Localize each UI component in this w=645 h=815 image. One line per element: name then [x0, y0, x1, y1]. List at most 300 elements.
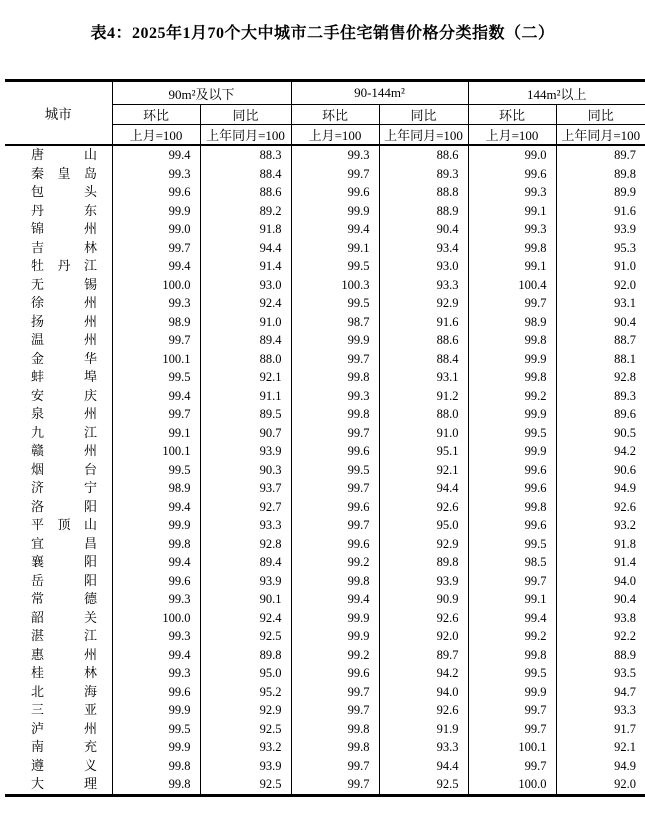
city-name: 秦 皇 岛	[31, 165, 97, 181]
index-value: 88.0	[200, 350, 291, 369]
group-header-over-144: 144m²以上	[468, 81, 645, 105]
city-name: 大 理	[31, 776, 97, 791]
index-value: 99.0	[468, 145, 556, 165]
index-value: 88.4	[200, 165, 291, 184]
city-name: 赣 州	[31, 443, 97, 458]
index-value: 99.6	[291, 442, 379, 461]
index-value: 99.7	[291, 757, 379, 776]
index-value: 91.8	[556, 535, 645, 554]
index-value: 95.0	[379, 516, 468, 535]
index-value: 100.3	[291, 276, 379, 295]
city-name: 襄 阳	[31, 554, 97, 569]
index-value: 98.5	[468, 553, 556, 572]
index-value: 93.3	[200, 516, 291, 535]
index-value: 89.8	[200, 646, 291, 665]
index-value: 92.7	[200, 498, 291, 517]
index-value: 99.8	[291, 720, 379, 739]
table-row	[5, 257, 645, 276]
table-row	[5, 664, 645, 683]
index-value: 99.2	[468, 387, 556, 406]
index-value: 99.9	[112, 202, 200, 221]
city-name: 安 庆	[31, 387, 97, 403]
table-row	[5, 461, 645, 480]
index-value: 100.4	[468, 276, 556, 295]
index-value: 92.5	[200, 627, 291, 646]
yoy-base-header: 上年同月=100	[200, 125, 291, 146]
index-value: 100.0	[112, 276, 200, 295]
index-value: 99.4	[112, 498, 200, 517]
mom-base-header: 上月=100	[112, 125, 200, 146]
index-value: 99.7	[468, 720, 556, 739]
index-value: 91.9	[379, 720, 468, 739]
yoy-header: 同比	[379, 105, 468, 125]
index-value: 99.4	[112, 553, 200, 572]
index-value: 88.7	[556, 331, 645, 350]
table-row	[5, 165, 645, 184]
index-value: 93.0	[379, 257, 468, 276]
table-row	[5, 145, 645, 165]
index-value: 90.3	[200, 461, 291, 480]
index-value: 89.4	[200, 331, 291, 350]
index-value: 99.5	[291, 257, 379, 276]
index-value: 93.0	[200, 276, 291, 295]
index-value: 99.2	[291, 646, 379, 665]
index-value: 100.1	[468, 738, 556, 757]
index-value: 99.8	[112, 535, 200, 554]
index-value: 89.8	[379, 553, 468, 572]
index-value: 89.2	[200, 202, 291, 221]
index-value: 88.8	[379, 183, 468, 202]
header-row-groups	[5, 81, 645, 105]
index-value: 90.9	[379, 590, 468, 609]
index-value: 88.1	[556, 350, 645, 369]
index-value: 100.0	[468, 775, 556, 795]
index-value: 92.5	[200, 775, 291, 795]
index-value: 98.9	[112, 479, 200, 498]
index-value: 99.6	[291, 664, 379, 683]
index-value: 93.3	[556, 701, 645, 720]
index-value: 88.6	[200, 183, 291, 202]
index-value: 99.7	[468, 701, 556, 720]
index-value: 99.5	[468, 535, 556, 554]
index-value: 93.9	[556, 220, 645, 239]
city-name: 南 充	[31, 739, 97, 754]
index-value: 93.2	[200, 738, 291, 757]
index-value: 99.5	[112, 720, 200, 739]
index-value: 90.4	[379, 220, 468, 239]
mom-header: 环比	[112, 105, 200, 125]
city-name: 徐 州	[31, 295, 97, 310]
index-value: 99.7	[291, 516, 379, 535]
price-index-table	[5, 79, 645, 797]
index-value: 89.3	[379, 165, 468, 184]
index-value: 98.9	[112, 313, 200, 332]
city-name: 宜 昌	[31, 535, 97, 551]
city-name: 蚌 埠	[31, 369, 97, 384]
index-value: 99.6	[468, 165, 556, 184]
table-row	[5, 775, 645, 795]
table-row	[5, 183, 645, 202]
city-name: 湛 江	[31, 628, 97, 643]
city-name: 岳 阳	[31, 572, 97, 588]
city-name: 锦 州	[31, 221, 97, 236]
index-value: 99.1	[112, 424, 200, 443]
city-name: 韶 关	[31, 609, 97, 625]
city-name: 包 头	[31, 184, 97, 199]
index-value: 99.9	[468, 442, 556, 461]
index-value: 99.3	[112, 664, 200, 683]
table-row	[5, 701, 645, 720]
index-value: 99.9	[112, 516, 200, 535]
index-value: 95.2	[200, 683, 291, 702]
index-value: 92.1	[379, 461, 468, 480]
mom-base-header: 上月=100	[468, 125, 556, 146]
index-value: 99.8	[291, 368, 379, 387]
table-row	[5, 757, 645, 776]
index-value: 94.2	[379, 664, 468, 683]
index-value: 94.7	[556, 683, 645, 702]
index-value: 91.0	[379, 424, 468, 443]
index-value: 99.8	[468, 368, 556, 387]
city-name: 常 德	[31, 591, 97, 606]
yoy-base-header: 上年同月=100	[379, 125, 468, 146]
index-value: 92.4	[200, 609, 291, 628]
index-value: 99.4	[468, 609, 556, 628]
index-value: 93.1	[556, 294, 645, 313]
index-value: 99.7	[468, 757, 556, 776]
index-value: 90.7	[200, 424, 291, 443]
index-value: 99.9	[468, 405, 556, 424]
index-value: 99.6	[112, 183, 200, 202]
index-value: 95.0	[200, 664, 291, 683]
index-value: 89.7	[556, 145, 645, 165]
index-value: 91.1	[200, 387, 291, 406]
index-value: 88.3	[200, 145, 291, 165]
table-row	[5, 738, 645, 757]
city-name: 牡 丹 江	[31, 258, 97, 273]
index-value: 99.4	[112, 387, 200, 406]
index-value: 99.9	[291, 609, 379, 628]
index-value: 99.8	[468, 646, 556, 665]
table-row	[5, 405, 645, 424]
index-value: 95.3	[556, 239, 645, 258]
table-row	[5, 350, 645, 369]
index-value: 99.3	[112, 294, 200, 313]
index-value: 99.4	[291, 220, 379, 239]
index-value: 94.9	[556, 757, 645, 776]
index-value: 99.4	[112, 145, 200, 165]
index-value: 93.3	[379, 738, 468, 757]
index-value: 90.4	[556, 313, 645, 332]
city-name: 三 亚	[31, 702, 97, 717]
index-value: 93.3	[379, 276, 468, 295]
index-value: 99.7	[112, 239, 200, 258]
index-value: 99.8	[291, 738, 379, 757]
index-value: 99.3	[468, 220, 556, 239]
city-name: 丹 东	[31, 202, 97, 218]
index-value: 99.6	[468, 516, 556, 535]
index-value: 99.8	[291, 405, 379, 424]
index-value: 99.5	[291, 461, 379, 480]
page-title: 表4：2025年1月70个大中城市二手住宅销售价格分类指数（二）	[90, 25, 555, 42]
index-value: 99.9	[112, 738, 200, 757]
city-name: 无 锡	[31, 276, 97, 292]
index-value: 89.4	[200, 553, 291, 572]
table-row	[5, 368, 645, 387]
index-value: 90.1	[200, 590, 291, 609]
index-value: 99.6	[468, 479, 556, 498]
index-value: 99.7	[291, 424, 379, 443]
index-value: 91.6	[379, 313, 468, 332]
index-value: 99.7	[112, 405, 200, 424]
index-value: 99.2	[468, 627, 556, 646]
table-row	[5, 479, 645, 498]
city-name: 温 州	[31, 332, 97, 347]
index-value: 92.0	[556, 775, 645, 795]
city-column-header: 城市	[5, 81, 112, 146]
index-value: 99.3	[291, 145, 379, 165]
index-value: 99.3	[468, 183, 556, 202]
index-value: 99.9	[468, 350, 556, 369]
index-value: 99.7	[291, 350, 379, 369]
index-value: 88.0	[379, 405, 468, 424]
index-value: 94.4	[379, 757, 468, 776]
index-value: 94.2	[556, 442, 645, 461]
index-value: 93.8	[556, 609, 645, 628]
index-value: 91.6	[556, 202, 645, 221]
index-value: 89.6	[556, 405, 645, 424]
index-value: 99.8	[468, 331, 556, 350]
index-value: 91.4	[200, 257, 291, 276]
index-value: 93.1	[379, 368, 468, 387]
index-value: 99.9	[291, 202, 379, 221]
table-body	[5, 145, 645, 795]
index-value: 99.5	[112, 368, 200, 387]
city-name: 遵 义	[31, 757, 97, 773]
index-value: 99.8	[112, 775, 200, 795]
index-value: 99.7	[291, 775, 379, 795]
index-value: 94.0	[379, 683, 468, 702]
index-value: 92.4	[200, 294, 291, 313]
city-name: 平 顶 山	[31, 517, 97, 532]
index-value: 89.9	[556, 183, 645, 202]
index-value: 93.9	[379, 572, 468, 591]
index-value: 93.4	[379, 239, 468, 258]
index-value: 88.9	[556, 646, 645, 665]
index-value: 93.9	[200, 572, 291, 591]
index-value: 100.1	[112, 350, 200, 369]
index-value: 99.6	[468, 461, 556, 480]
table-row	[5, 498, 645, 517]
index-value: 99.2	[291, 553, 379, 572]
index-value: 99.9	[291, 627, 379, 646]
index-value: 99.7	[291, 165, 379, 184]
index-value: 99.7	[291, 479, 379, 498]
index-value: 88.6	[379, 331, 468, 350]
index-value: 99.9	[291, 331, 379, 350]
city-name: 惠 州	[31, 646, 97, 662]
yoy-base-header: 上年同月=100	[556, 125, 645, 146]
index-value: 99.7	[468, 294, 556, 313]
table-row	[5, 442, 645, 461]
index-value: 99.0	[112, 220, 200, 239]
index-value: 93.7	[200, 479, 291, 498]
table-row	[5, 646, 645, 665]
group-header-under-90: 90m²及以下	[112, 81, 291, 105]
index-value: 92.8	[556, 368, 645, 387]
index-value: 92.9	[200, 701, 291, 720]
index-value: 88.6	[379, 145, 468, 165]
table-row	[5, 424, 645, 443]
yoy-header: 同比	[556, 105, 645, 125]
index-value: 99.5	[112, 461, 200, 480]
city-name: 北 海	[31, 683, 97, 699]
index-value: 92.9	[379, 535, 468, 554]
index-value: 92.9	[379, 294, 468, 313]
table-row	[5, 590, 645, 609]
index-value: 98.9	[468, 313, 556, 332]
index-value: 93.9	[200, 442, 291, 461]
index-value: 92.6	[379, 498, 468, 517]
index-value: 99.4	[112, 646, 200, 665]
index-value: 94.0	[556, 572, 645, 591]
city-name: 济 宁	[31, 480, 97, 495]
city-name: 吉 林	[31, 239, 97, 255]
city-name: 烟 台	[31, 461, 97, 477]
table-row	[5, 572, 645, 591]
mom-header: 环比	[468, 105, 556, 125]
index-value: 92.5	[200, 720, 291, 739]
index-value: 91.8	[200, 220, 291, 239]
index-value: 99.6	[112, 572, 200, 591]
index-value: 92.6	[556, 498, 645, 517]
index-value: 91.0	[200, 313, 291, 332]
index-value: 89.3	[556, 387, 645, 406]
city-name: 唐 山	[31, 147, 97, 162]
city-name: 洛 阳	[31, 498, 97, 514]
index-value: 99.7	[291, 701, 379, 720]
index-value: 99.4	[112, 257, 200, 276]
index-value: 99.8	[468, 498, 556, 517]
index-value: 99.7	[112, 331, 200, 350]
table-row	[5, 294, 645, 313]
table-row	[5, 220, 645, 239]
index-value: 98.7	[291, 313, 379, 332]
index-value: 99.6	[291, 498, 379, 517]
table-row	[5, 313, 645, 332]
table-row	[5, 609, 645, 628]
index-value: 99.6	[291, 535, 379, 554]
index-value: 91.0	[556, 257, 645, 276]
index-value: 99.8	[468, 239, 556, 258]
city-name: 扬 州	[31, 313, 97, 329]
index-value: 99.6	[112, 683, 200, 702]
index-value: 92.1	[200, 368, 291, 387]
index-value: 99.3	[112, 165, 200, 184]
table-row	[5, 683, 645, 702]
index-value: 93.5	[556, 664, 645, 683]
index-value: 100.1	[112, 442, 200, 461]
index-value: 92.0	[556, 276, 645, 295]
city-name: 泉 州	[31, 406, 97, 421]
index-value: 92.6	[379, 609, 468, 628]
index-value: 92.8	[200, 535, 291, 554]
mom-header: 环比	[291, 105, 379, 125]
index-value: 99.8	[112, 757, 200, 776]
index-value: 100.0	[112, 609, 200, 628]
index-value: 99.8	[291, 572, 379, 591]
index-value: 93.9	[200, 757, 291, 776]
index-value: 94.4	[379, 479, 468, 498]
index-value: 91.4	[556, 553, 645, 572]
index-value: 88.9	[379, 202, 468, 221]
index-value: 99.1	[291, 239, 379, 258]
table-row	[5, 553, 645, 572]
table-row	[5, 720, 645, 739]
index-value: 99.3	[291, 387, 379, 406]
table-row	[5, 535, 645, 554]
index-value: 99.5	[291, 294, 379, 313]
city-name: 桂 林	[31, 665, 97, 680]
index-value: 99.9	[112, 701, 200, 720]
index-value: 92.1	[556, 738, 645, 757]
index-value: 90.4	[556, 590, 645, 609]
index-value: 99.3	[112, 590, 200, 609]
index-value: 94.4	[200, 239, 291, 258]
index-value: 90.5	[556, 424, 645, 443]
index-value: 92.5	[379, 775, 468, 795]
index-value: 92.2	[556, 627, 645, 646]
index-value: 92.6	[379, 701, 468, 720]
index-value: 99.1	[468, 590, 556, 609]
index-value: 89.8	[556, 165, 645, 184]
yoy-header: 同比	[200, 105, 291, 125]
city-name: 九 江	[31, 424, 97, 440]
index-value: 89.7	[379, 646, 468, 665]
mom-base-header: 上月=100	[291, 125, 379, 146]
index-value: 88.4	[379, 350, 468, 369]
index-value: 91.7	[556, 720, 645, 739]
index-value: 91.2	[379, 387, 468, 406]
index-value: 99.9	[468, 683, 556, 702]
index-value: 99.6	[291, 183, 379, 202]
index-value: 99.1	[468, 202, 556, 221]
table-row	[5, 331, 645, 350]
table-row	[5, 202, 645, 221]
city-name: 泸 州	[31, 720, 97, 736]
index-value: 99.3	[112, 627, 200, 646]
table-row	[5, 627, 645, 646]
index-value: 89.5	[200, 405, 291, 424]
index-value: 99.4	[291, 590, 379, 609]
index-value: 95.1	[379, 442, 468, 461]
table-row	[5, 387, 645, 406]
table-row	[5, 516, 645, 535]
index-value: 94.9	[556, 479, 645, 498]
table-row	[5, 239, 645, 258]
index-value: 92.0	[379, 627, 468, 646]
index-value: 93.2	[556, 516, 645, 535]
index-value: 99.5	[468, 424, 556, 443]
city-name: 金 华	[31, 350, 97, 366]
table-header	[5, 81, 645, 146]
index-value: 99.5	[468, 664, 556, 683]
group-header-90-144: 90-144m²	[291, 81, 468, 105]
index-value: 99.7	[291, 683, 379, 702]
table-row	[5, 276, 645, 295]
index-value: 99.7	[468, 572, 556, 591]
index-value: 90.6	[556, 461, 645, 480]
